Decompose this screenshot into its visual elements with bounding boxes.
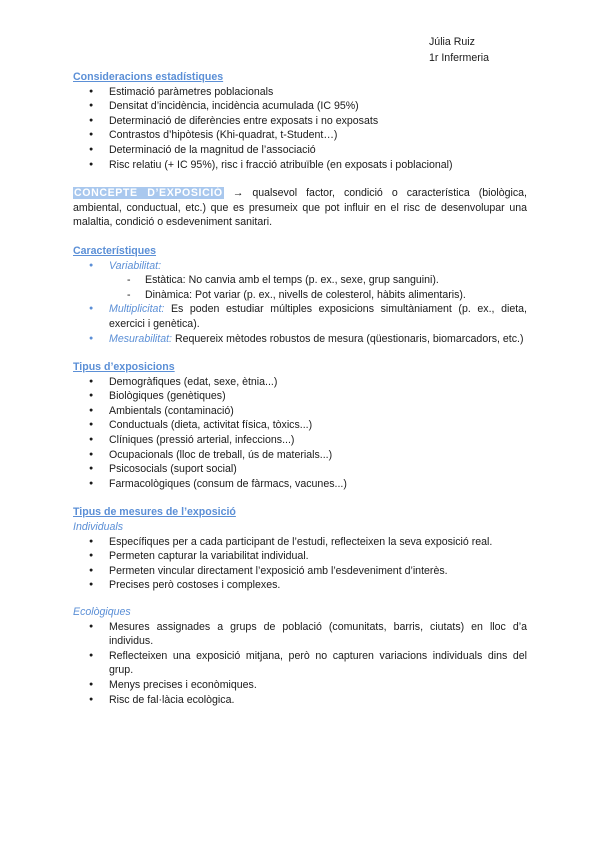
author-course: 1r Infermeria [429,52,490,64]
list-item: ● Estimació paràmetres poblacionals [73,85,527,100]
list-item-multiplicitat [73,302,527,331]
variabilitat-label: Variabilitat: [109,259,162,272]
list-item: ● Determinació de diferències entre exposats i no exposats [73,114,527,129]
list-item-mesurabilitat [73,332,527,347]
individuals-list [73,535,527,593]
consideracions-list [73,85,527,173]
variabilitat-sublist [73,273,527,302]
author-block [429,34,489,66]
list-item-variabilitat [73,259,527,274]
concepte-paragraph [73,186,527,230]
heading-caracteristiques: Característiques [73,244,157,257]
list-item: ● Mesures assignades a grups de població (comunitats, barris, ciutats) en lloc d’a individus. [73,620,527,649]
concepte-highlight: CONCEPTE D’EXPOSICIÓ [74,187,223,200]
list-item: ● Ocupacionals (lloc de treball, ús de materials...) [73,448,527,463]
subheading-individuals: Individuals [73,521,124,534]
list-item: ● Permeten capturar la variabilitat individual. [73,549,527,564]
list-item: ● Precises però costoses i complexes. [73,578,527,593]
caracteristiques-list [73,259,527,274]
author-name: Júlia Ruiz [429,36,475,48]
list-item: ● Específiques per a cada participant de l’estudi, reflecteixen la seva exposició real. [73,535,527,550]
list-item: ● Farmacològiques (consum de fàrmacs, vacunes...) [73,477,527,492]
document-body [73,70,527,707]
list-item: ● Permeten vincular directament l’exposició amb l’esdeveniment d’interès. [73,564,527,579]
list-item: ● Contrastos d’hipòtesis (Khi-quadrat, t-Student…) [73,128,527,143]
list-item: ● Biològiques (genètiques) [73,389,527,404]
list-item: ● Psicosocials (suport social) [73,462,527,477]
mesurabilitat-label: Mesurabilitat: [109,332,172,345]
list-item: ● Clíniques (pressió arterial, infeccions...) [73,433,527,448]
heading-tipus-exposicions: Tipus d’exposicions [73,361,175,374]
list-item: ● Densitat d’incidència, incidència acumulada (IC 95%) [73,99,527,114]
list-item: ● Ambientals (contaminació) [73,404,527,419]
tipus-exposicions-list [73,375,527,492]
list-item: ● Conductuals (dieta, activitat física, tòxics...) [73,418,527,433]
caracteristiques-list-2 [73,302,527,346]
list-item: ● Risc de fal·làcia ecològica. [73,693,527,708]
subheading-ecologiques: Ecològiques [73,606,131,618]
mesurabilitat-text: Requereix mètodes robustos de mesura (qüestionaris, biomarcadors, etc.) [172,332,524,345]
heading-consideracions: Consideracions estadístiques [73,71,224,83]
list-item: ● Risc relatiu (+ IC 95%), risc i fracció atribuïble (en exposats i poblacional) [73,158,527,173]
list-item: ● Determinació de la magnitud de l’associació [73,143,527,158]
list-item: ● Menys precises i econòmiques. [73,678,527,693]
multiplicitat-label: Multiplicitat: [109,303,165,316]
list-item: ● Reflecteixen una exposició mitjana, però no capturen variacions individuals dins del grup. [73,649,527,678]
multiplicitat-text: Es poden estudiar múltiples exposicions simultàniament (p. ex., dieta, exercici i genètica). [109,303,527,330]
concepte-text: qualsevol factor, condició o característica (biològica, ambiental, conductual, etc.) que es presumeix que pot influir en el risc de desenvolupar una malaltia, condició o esdeveniment sanitari. [73,187,527,229]
concepte-arrow: → [223,187,253,200]
list-item: ● Demogràfiques (edat, sexe, ètnia...) [73,375,527,390]
sub-list-item: - Dinàmica: Pot variar (p. ex., nivells de colesterol, hàbits alimentaris). [73,288,527,303]
ecologiques-list [73,620,527,708]
sub-list-item: - Estàtica: No canvia amb el temps (p. ex., sexe, grup sanguini). [73,273,527,288]
heading-tipus-mesures: Tipus de mesures de l’exposició [73,506,236,519]
